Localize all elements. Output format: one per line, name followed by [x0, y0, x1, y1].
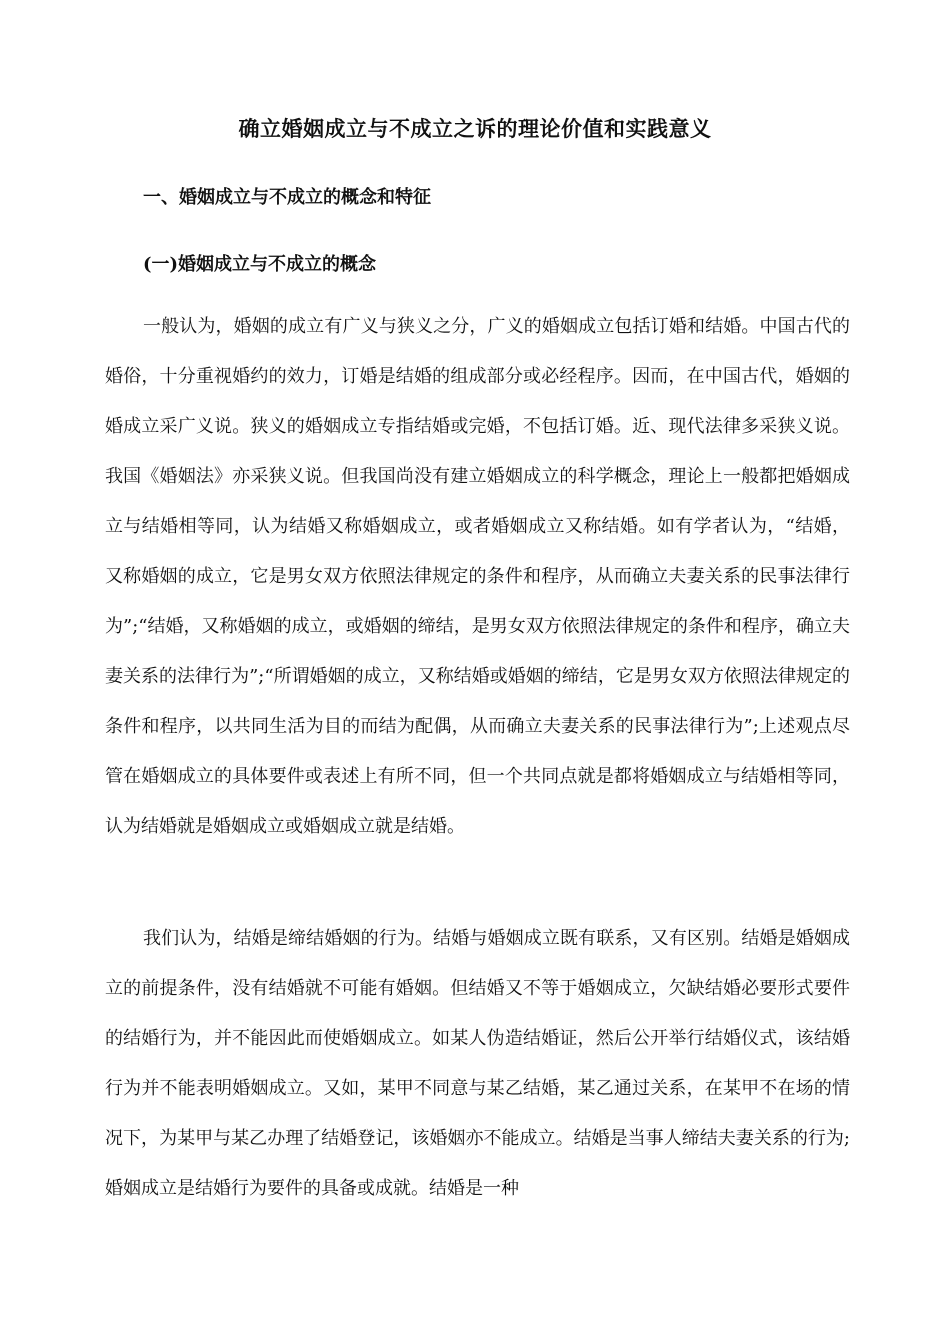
section-heading: 一、婚姻成立与不成立的概念和特征 — [143, 187, 431, 208]
paragraph-2: 我们认为，结婚是缔结婚姻的行为。结婚与婚姻成立既有联系，又有区别。结婚是婚姻成立的前提条件，没有结婚就不可能有婚姻。但结婚又不等于婚姻成立，欠缺结婚必要形式要件的结婚行为，并不能因此而使婚姻成立。如某人伪造结婚证，然后公开举行结婚仪式，该结婚行为并不能表明婚姻成立。又如，某甲不同意与某乙结婚，某乙通过关系，在某甲不在场的情况下，为某甲与某乙办理了结婚登记，该婚姻亦不能成立。结婚是当事人缔结夫妻关系的行为;婚姻成立是结婚行为要件的具备或成就。结婚是一种 — [105, 928, 850, 1199]
paragraph-1: 一般认为，婚姻的成立有广义与狭义之分，广义的婚姻成立包括订婚和结婚。中国古代的婚俗，十分重视婚约的效力，订婚是结婚的组成部分或必经程序。因而，在中国古代，婚姻的婚成立采广义说。狭义的婚姻成立专指结婚或完婚，不包括订婚。近、现代法律多采狭义说。我国《婚姻法》亦采狭义说。但我国尚没有建立婚姻成立的科学概念，理论上一般都把婚姻成立与结婚相等同，认为结婚又称婚姻成立，或者婚姻成立又称结婚。如有学者认为，“结婚，又称婚姻的成立，它是男女双方依照法律规定的条件和程序，从而确立夫妻关系的民事法律行为”;“结婚，又称婚姻的成立，或婚姻的缔结，是男女双方依照法律规定的条件和程序，确立夫妻关系的法律行为”;“所谓婚姻的成立，又称结婚或婚姻的缔结，它是男女双方依照法律规定的条件和程序，以共同生活为目的而结为配偶，从而确立夫妻关系的民事法律行为”;上述观点尽管在婚姻成立的具体要件或表述上有所不同，但一个共同点就是都将婚姻成立与结婚相等同，认为结婚就是婚姻成立或婚姻成立就是结婚。 — [105, 316, 850, 837]
subsection-heading: (一)婚姻成立与不成立的概念 — [143, 254, 377, 275]
document-title: 确立婚姻成立与不成立之诉的理论价值和实践意义 — [238, 116, 712, 141]
